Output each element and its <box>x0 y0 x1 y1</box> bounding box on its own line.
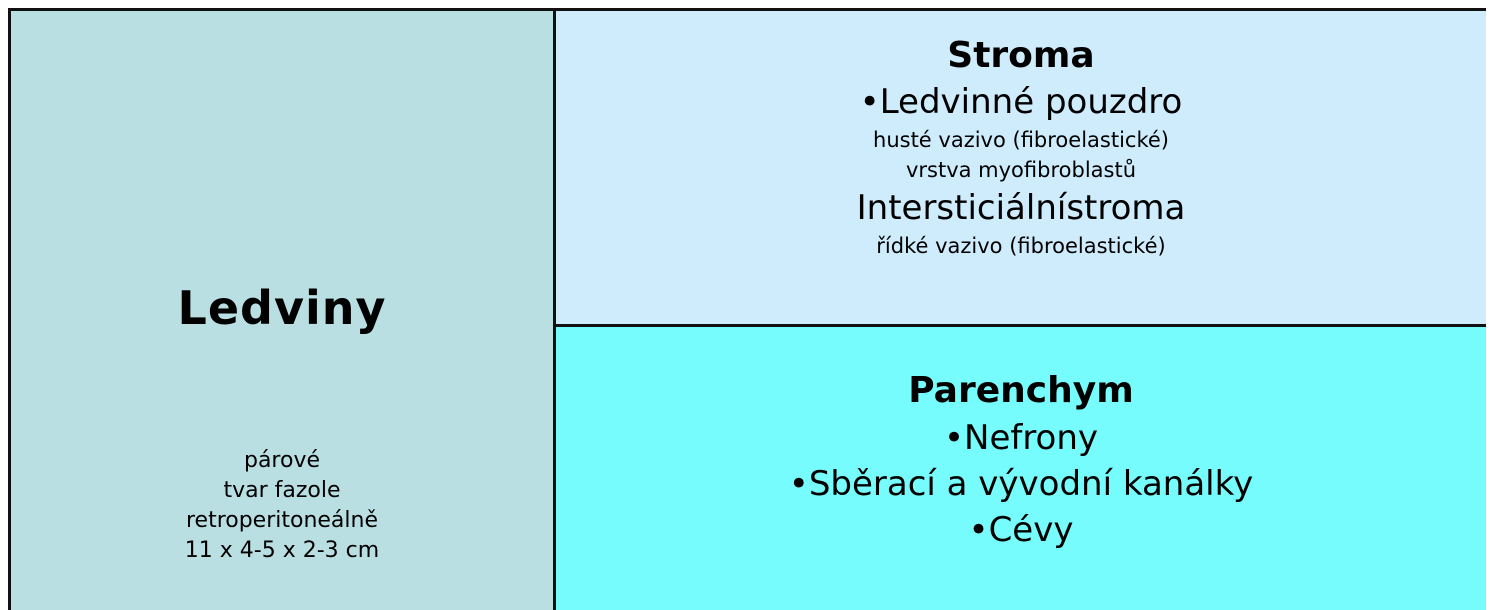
detail-shape: tvar fazole <box>223 478 341 503</box>
parenchym-title: Parenchym <box>908 370 1134 411</box>
organ-details <box>11 446 553 566</box>
stroma-title: Stroma <box>947 35 1095 76</box>
collecting-ducts-item: •Sběrací a vývodní kanálky <box>788 464 1254 504</box>
nephrons-item: •Nefrony <box>943 418 1099 458</box>
stroma-panel <box>556 11 1486 327</box>
detail-position: retroperitoneálně <box>185 508 379 533</box>
organ-panel <box>11 11 556 610</box>
interstitial-item: Intersticiálnístroma <box>856 188 1186 228</box>
vessels-item: •Cévy <box>968 510 1074 550</box>
interstitial-sub: řídké vazivo (fibroelastické) <box>876 234 1166 258</box>
diagram-frame <box>8 8 1486 610</box>
capsule-sub-dense: husté vazivo (fibroelastické) <box>873 128 1169 152</box>
organ-title: Ledviny <box>177 281 387 335</box>
capsule-sub-myofibroblast: vrstva myofibroblastů <box>905 158 1137 182</box>
detail-size: 11 x 4-5 x 2-3 cm <box>184 538 380 563</box>
detail-paired: párové <box>243 448 321 473</box>
parenchym-panel <box>556 327 1486 610</box>
capsule-item: •Ledvinné pouzdro <box>859 82 1183 122</box>
